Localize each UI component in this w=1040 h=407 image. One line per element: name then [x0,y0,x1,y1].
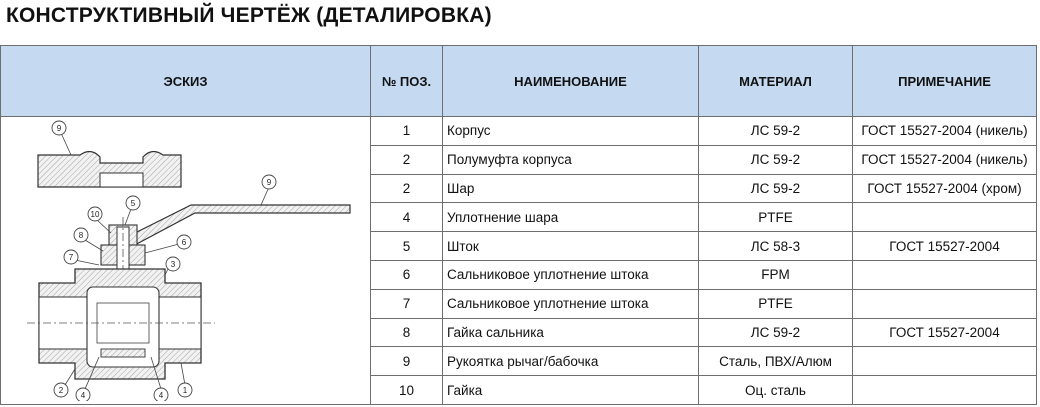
callout-label: 2 [58,386,64,395]
callout-label: 1 [182,386,188,395]
position-cell: 1 [371,117,443,146]
note-cell [853,376,1037,405]
material-cell: PTFE [699,203,853,232]
position-cell: 6 [371,260,443,289]
position-cell: 2 [371,174,443,203]
material-cell: Оц. сталь [699,376,853,405]
valve-body-drawing [27,269,215,379]
callout-label: 10 [90,210,100,219]
name-cell: Сальниковое уплотнение штока [443,260,699,289]
callout-label: 7 [68,253,74,262]
table-row [1,117,1037,146]
name-cell: Уплотнение шара [443,203,699,232]
note-cell [853,289,1037,318]
callout-label: 4 [158,391,164,400]
note-cell: ГОСТ 15527-2004 (никель) [853,145,1037,174]
note-cell [853,347,1037,376]
header-name: НАИМЕНОВАНИЕ [443,46,699,117]
header-note: ПРИМЕЧАНИЕ [853,46,1037,117]
note-cell: ГОСТ 15527-2004 (никель) [853,117,1037,146]
name-cell: Рукоятка рычаг/бабочка [443,347,699,376]
material-cell: Сталь, ПВХ/Алюм [699,347,853,376]
callout-label: 4 [80,391,86,400]
note-cell [853,203,1037,232]
header-material: МАТЕРИАЛ [699,46,853,117]
name-cell: Шар [443,174,699,203]
material-cell: ЛС 58-3 [699,232,853,261]
material-cell: PTFE [699,289,853,318]
position-cell: 5 [371,232,443,261]
table-header-row [1,46,1037,117]
name-cell: Сальниковое уплотнение штока [443,289,699,318]
page-title: КОНСТРУКТИВНЫЙ ЧЕРТЁЖ (ДЕТАЛИРОВКА) [6,4,492,27]
material-cell: ЛС 59-2 [699,318,853,347]
lever-handle-drawing [123,205,350,247]
butterfly-handle-drawing [38,151,181,187]
material-cell: ЛС 59-2 [699,145,853,174]
name-cell: Корпус [443,117,699,146]
position-cell: 10 [371,376,443,405]
note-cell: ГОСТ 15527-2004 [853,318,1037,347]
specification-table [0,45,1037,405]
callout-label: 6 [181,238,187,247]
material-cell: ЛС 59-2 [699,174,853,203]
callout-label: 9 [266,178,272,187]
name-cell: Гайка сальника [443,318,699,347]
note-cell [853,260,1037,289]
header-position: № ПОЗ. [371,46,443,117]
header-sketch: ЭСКИЗ [1,46,371,117]
name-cell: Шток [443,232,699,261]
ball-valve-drawing [5,117,373,401]
name-cell: Полумуфта корпуса [443,145,699,174]
name-cell: Гайка [443,376,699,405]
callout-label: 8 [78,231,84,240]
position-cell: 2 [371,145,443,174]
callout-label: 9 [56,124,62,133]
callout-label: 5 [130,199,136,208]
callout-label: 3 [170,260,176,269]
note-cell: ГОСТ 15527-2004 (хром) [853,174,1037,203]
position-cell: 7 [371,289,443,318]
material-cell: ЛС 59-2 [699,117,853,146]
position-cell: 9 [371,347,443,376]
note-cell: ГОСТ 15527-2004 [853,232,1037,261]
position-cell: 4 [371,203,443,232]
material-cell: FPM [699,260,853,289]
sketch-cell [1,117,371,405]
position-cell: 8 [371,318,443,347]
